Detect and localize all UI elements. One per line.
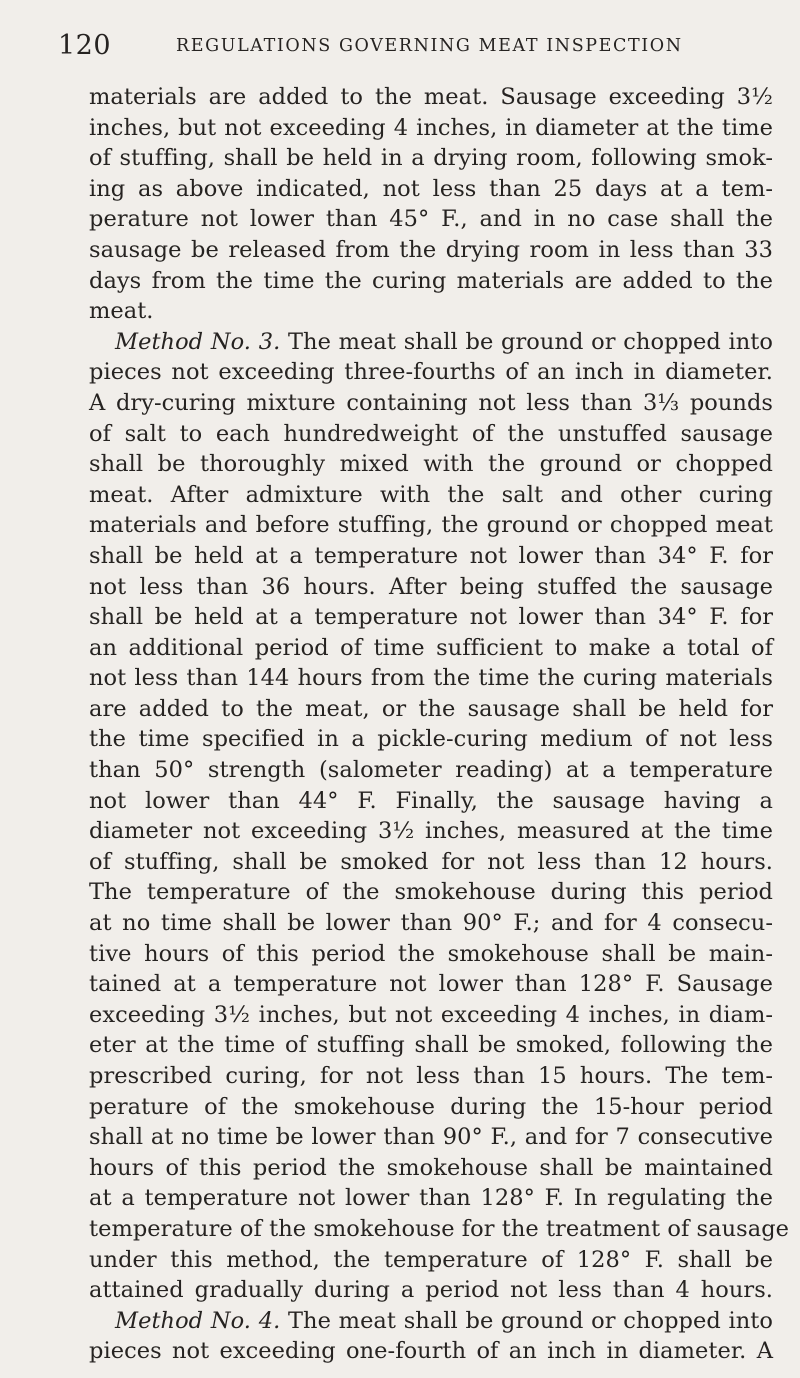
text-line — [89, 419, 773, 450]
line-text: pieces not exceeding three-fourths of an inch in diameter. — [89, 359, 773, 386]
text-line — [89, 663, 773, 694]
body-text — [89, 82, 790, 1367]
line-text: shall at no time be lower than 90° F., and for 7 consecutive — [89, 1124, 773, 1151]
text-line — [89, 235, 773, 266]
text-line — [89, 877, 773, 908]
line-text: exceeding 3½ inches, but not exceeding 4 inches, in diam- — [89, 1001, 773, 1028]
line-text: The meat shall be ground or chopped into — [280, 328, 773, 355]
text-line — [89, 816, 773, 847]
text-line — [89, 1061, 773, 1092]
line-text: tained at a temperature not lower than 128° F. Sausage — [89, 971, 773, 998]
line-text: materials are added to the meat. Sausage exceeding 3½ — [89, 84, 773, 110]
text-line — [89, 1183, 773, 1214]
line-text: meat. — [89, 298, 154, 325]
text-line — [89, 755, 773, 786]
text-line — [89, 1214, 790, 1245]
text-line — [89, 939, 773, 970]
line-text: at no time shall be lower than 90° F.; and for 4 consecu- — [89, 910, 773, 937]
text-line — [89, 1030, 773, 1061]
line-text: an additional period of time sufficient to make a total of — [89, 634, 773, 661]
text-line — [89, 1245, 773, 1276]
line-text: diameter not exceeding 3½ inches, measured at the time — [89, 818, 773, 845]
text-line — [89, 480, 773, 511]
text-line — [89, 1336, 773, 1367]
line-text: perature of the smokehouse during the 15-hour period — [89, 1093, 773, 1120]
method-heading: Method No. 4. — [115, 1307, 281, 1334]
text-line — [89, 296, 773, 327]
text-line — [89, 847, 773, 878]
line-text: than 50° strength (salometer reading) at a temperature — [89, 757, 773, 784]
text-line — [89, 388, 773, 419]
text-line — [89, 786, 773, 817]
line-text: under this method, the temperature of 128° F. shall be — [89, 1246, 773, 1273]
text-line — [89, 724, 773, 755]
line-text: temperature of the smokehouse for the treatment of sausage — [89, 1215, 790, 1242]
text-line — [89, 204, 773, 235]
text-line — [89, 602, 773, 633]
line-text: of stuffing, shall be smoked for not less than 12 hours. — [89, 848, 773, 875]
text-line — [89, 633, 773, 664]
line-text: shall be held at a temperature not lower than 34° F. for — [89, 542, 773, 569]
text-line — [89, 1306, 773, 1337]
text-line — [89, 1092, 773, 1123]
line-text: of stuffing, shall be held in a drying room, following smok- — [89, 145, 773, 172]
text-line — [89, 1122, 773, 1153]
line-text: The temperature of the smokehouse during this period — [89, 879, 773, 906]
line-text: of salt to each hundredweight of the unstuffed sausage — [89, 420, 773, 447]
text-line — [89, 969, 773, 1000]
text-line — [89, 1000, 773, 1031]
text-line — [89, 266, 773, 297]
line-text: hours of this period the smokehouse shall be maintained — [89, 1154, 773, 1181]
text-line — [89, 908, 773, 939]
text-line — [89, 694, 773, 725]
line-text: The meat shall be ground or chopped into — [280, 1307, 773, 1334]
line-text: shall be held at a temperature not lower than 34° F. for — [89, 604, 773, 631]
line-text: sausage be released from the drying room in less than 33 — [89, 236, 773, 263]
running-head: REGULATIONS GOVERNING MEAT INSPECTION — [176, 36, 683, 56]
line-text: days from the time the curing materials are added to the — [89, 267, 773, 294]
line-text: not less than 36 hours. After being stuffed the sausage — [89, 573, 773, 600]
line-text: the time specified in a pickle-curing medium of not less — [89, 726, 773, 753]
line-text: attained gradually during a period not less than 4 hours. — [89, 1277, 773, 1304]
text-line — [89, 327, 773, 358]
line-text: shall be thoroughly mixed with the ground or chopped — [89, 451, 773, 478]
line-text: not lower than 44° F. Finally, the sausage having a — [89, 787, 773, 814]
page-header — [58, 30, 760, 64]
line-text: are added to the meat, or the sausage shall be held for — [89, 695, 773, 722]
text-line — [89, 113, 773, 144]
text-line — [89, 1153, 773, 1184]
line-text: prescribed curing, for not less than 15 hours. The tem- — [89, 1063, 773, 1089]
line-text: materials and before stuffing, the ground or chopped meat — [89, 512, 773, 539]
page-number: 120 — [58, 30, 112, 61]
line-text: meat. After admixture with the salt and other curing — [89, 481, 773, 508]
line-text: pieces not exceeding one-fourth of an inch in diameter. A — [89, 1338, 773, 1365]
text-line — [89, 1275, 773, 1306]
line-text: inches, but not exceeding 4 inches, in diameter at the time — [89, 114, 773, 141]
text-line — [89, 357, 773, 388]
text-line — [89, 174, 773, 205]
line-text: A dry-curing mixture containing not less than 3⅓ pounds — [89, 389, 773, 416]
text-line — [89, 572, 773, 603]
method-heading: Method No. 3. — [115, 328, 281, 355]
line-text: perature not lower than 45° F., and in no case shall the — [89, 206, 773, 233]
line-text: at a temperature not lower than 128° F. In regulating the — [89, 1185, 773, 1212]
text-line — [89, 541, 773, 572]
text-line — [89, 449, 773, 480]
line-text: tive hours of this period the smokehouse shall be main- — [89, 940, 773, 967]
text-line — [89, 143, 773, 174]
line-text: ing as above indicated, not less than 25 days at a tem- — [89, 175, 773, 202]
text-line — [89, 82, 773, 113]
text-line — [89, 510, 773, 541]
line-text: eter at the time of stuffing shall be smoked, following the — [89, 1032, 773, 1059]
line-text: not less than 144 hours from the time the curing materials — [89, 665, 773, 692]
